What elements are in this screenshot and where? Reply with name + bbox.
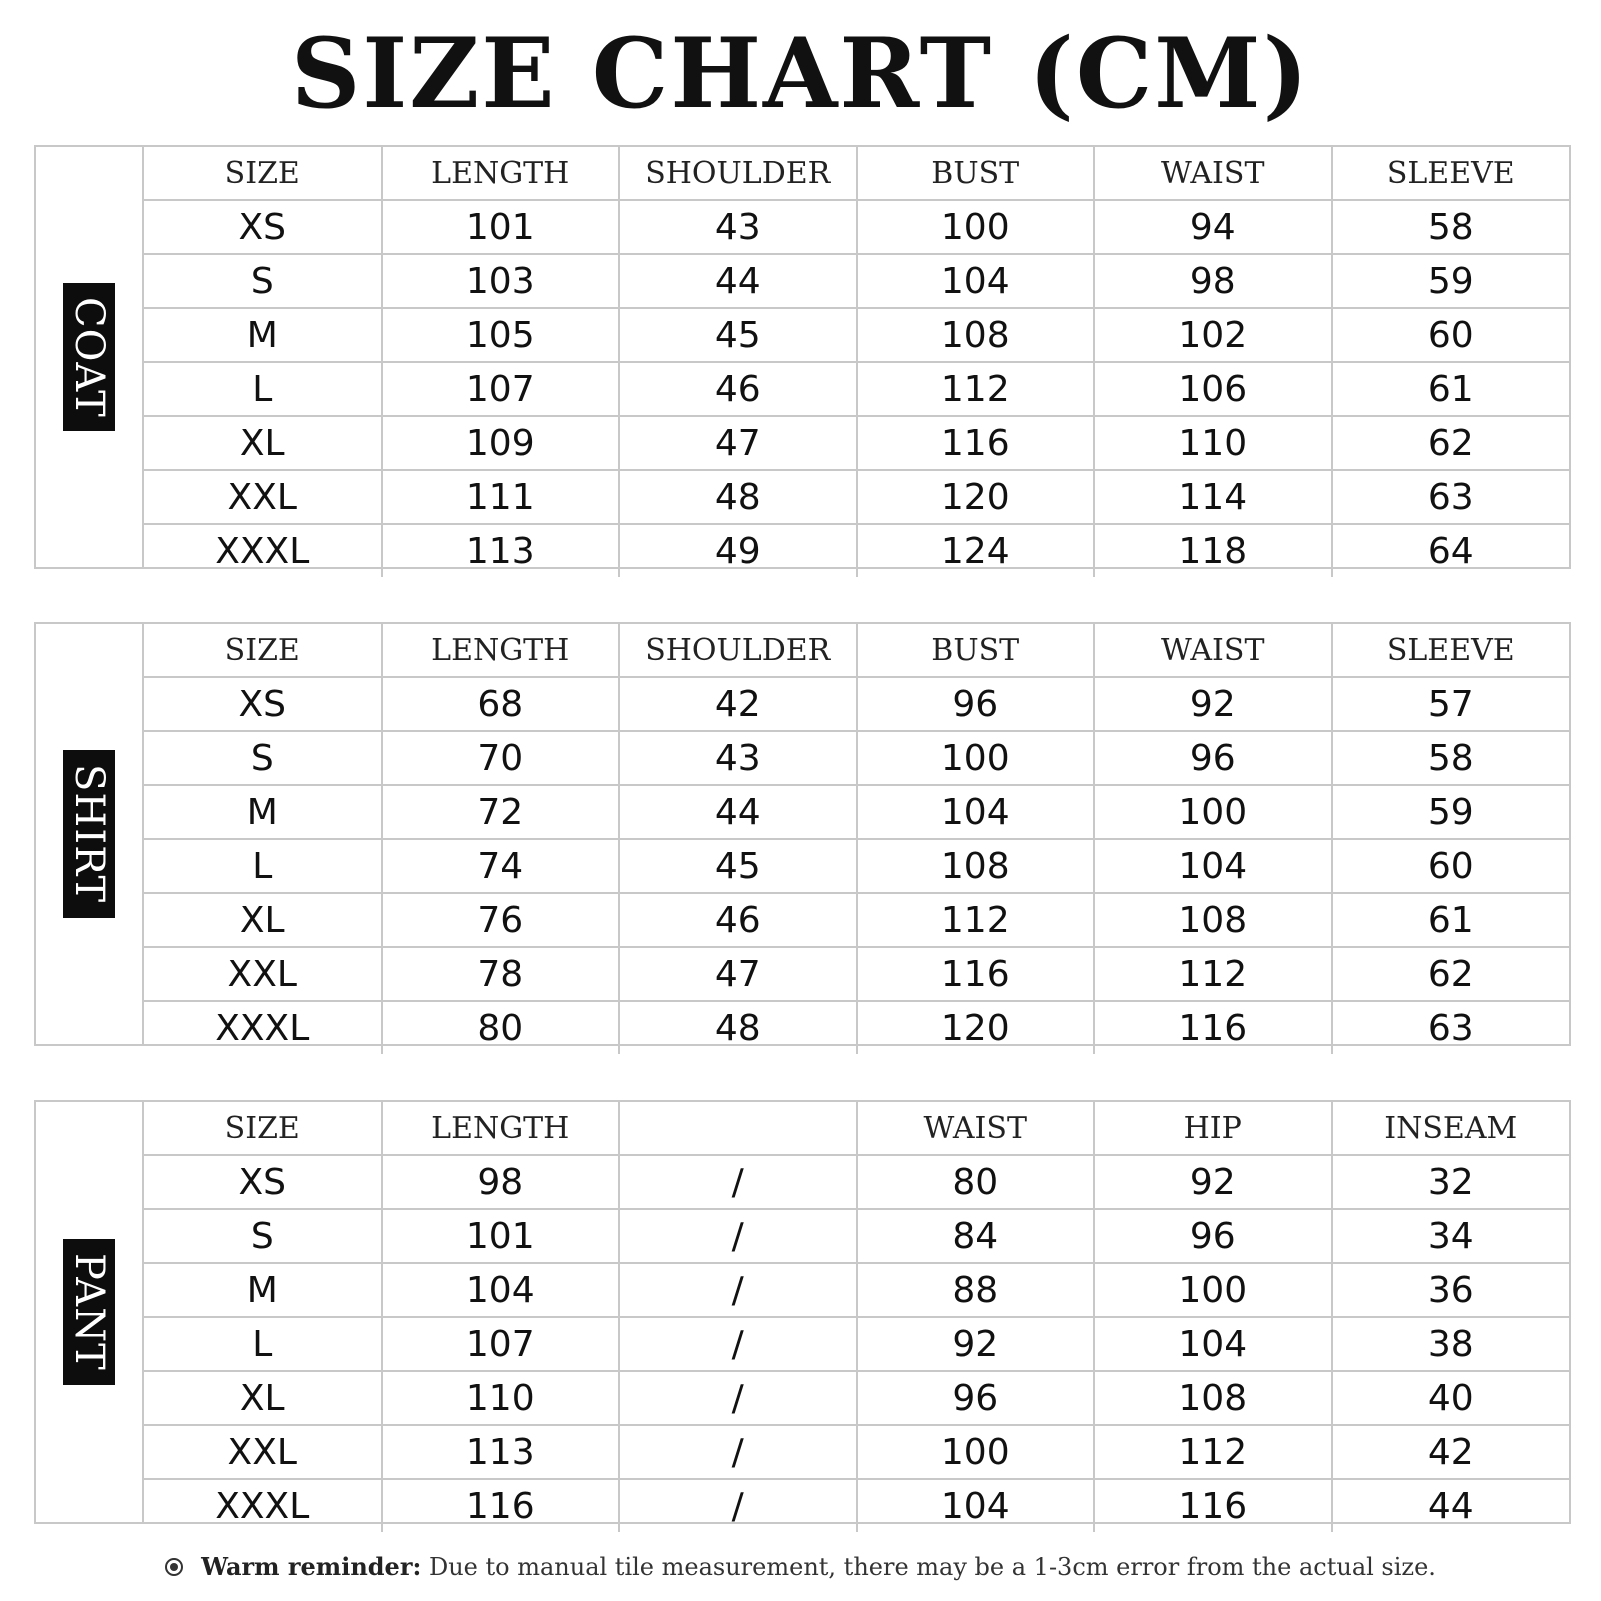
measurement-cell: 76	[382, 893, 620, 947]
table-row	[144, 524, 1569, 577]
measurement-cell: 104	[857, 254, 1095, 308]
column-header: SIZE	[144, 1102, 382, 1155]
measurement-cell: 116	[857, 416, 1095, 470]
measurement-cell: 107	[382, 1317, 620, 1371]
measurement-cell: 94	[1094, 200, 1332, 254]
measurement-cell: 98	[1094, 254, 1332, 308]
measurement-cell: 63	[1427, 1007, 1474, 1049]
measurement-cell: 112	[1094, 947, 1332, 1001]
measurement-cell: 113	[382, 524, 620, 577]
size-cell: S	[144, 1209, 382, 1263]
column-header: SHOULDER	[619, 147, 857, 200]
measurement-cell: /	[619, 1209, 857, 1263]
measurement-cell: 104	[382, 1263, 620, 1317]
column-header: SIZE	[144, 147, 382, 200]
table-row	[144, 416, 1569, 470]
measurement-cell: 104	[1094, 839, 1332, 893]
coat-size-table	[144, 147, 1569, 577]
header-row	[144, 147, 1569, 200]
measurement-cell: 96	[1094, 1209, 1332, 1263]
measurement-cell: 116	[1094, 1001, 1332, 1054]
measurement-cell: 80	[382, 1001, 620, 1054]
pant-label: PANT	[63, 1239, 115, 1385]
measurement-cell: 102	[1094, 308, 1332, 362]
coat-section	[34, 145, 1571, 572]
page-title: SIZE CHART (CM)	[291, 17, 1310, 130]
column-header: LENGTH	[382, 624, 620, 677]
measurement-cell: 108	[1094, 1371, 1332, 1425]
measurement-cell: 114	[1094, 470, 1332, 524]
measurement-cell: 108	[857, 308, 1095, 362]
header-row	[144, 1102, 1569, 1155]
measurement-cell: 120	[857, 1001, 1095, 1054]
size-cell: L	[144, 839, 382, 893]
measurement-cell: 96	[857, 1371, 1095, 1425]
column-header: LENGTH	[382, 147, 620, 200]
measurement-cell: 57	[1332, 677, 1570, 731]
measurement-cell: 70	[382, 731, 620, 785]
size-cell: XXL	[144, 947, 382, 1001]
table-row	[144, 677, 1569, 731]
shirt-label: SHIRT	[63, 750, 115, 917]
measurement-cell: 45	[619, 839, 857, 893]
measurement-cell: 42	[619, 677, 857, 731]
measurement-cell: 60	[1332, 308, 1570, 362]
table-row	[144, 785, 1569, 839]
measurement-cell: 44	[1427, 1485, 1474, 1527]
measurement-cell: 59	[1332, 785, 1570, 839]
measurement-cell: /	[619, 1371, 857, 1425]
measurement-cell: 100	[857, 731, 1095, 785]
measurement-cell: 96	[1094, 731, 1332, 785]
measurement-cell: 84	[857, 1209, 1095, 1263]
warm-reminder	[0, 1552, 1601, 1581]
measurement-cell: 43	[619, 200, 857, 254]
measurement-cell: /	[619, 1317, 857, 1371]
measurement-cell: 100	[857, 1425, 1095, 1479]
measurement-cell: 45	[619, 308, 857, 362]
pant-size-table	[144, 1102, 1569, 1532]
column-header: INSEAM	[1332, 1102, 1570, 1155]
size-cell: XXXL	[144, 1479, 382, 1532]
table-row	[144, 1425, 1569, 1479]
measurement-cell: 78	[382, 947, 620, 1001]
measurement-cell: 120	[857, 470, 1095, 524]
table-row	[144, 1479, 1569, 1532]
measurement-cell: 107	[382, 362, 620, 416]
size-cell: M	[144, 308, 382, 362]
column-header: SHOULDER	[619, 624, 857, 677]
measurement-cell: 59	[1332, 254, 1570, 308]
table-row	[144, 362, 1569, 416]
shirt-label-cell	[36, 624, 144, 1044]
measurement-cell: 64	[1427, 530, 1474, 572]
measurement-cell: 74	[382, 839, 620, 893]
measurement-cell: /	[619, 1425, 857, 1479]
measurement-cell: 124	[857, 524, 1095, 577]
measurement-cell: 34	[1332, 1209, 1570, 1263]
size-cell: XL	[144, 1371, 382, 1425]
measurement-cell: 62	[1332, 947, 1570, 1001]
header-row	[144, 624, 1569, 677]
measurement-cell: 103	[382, 254, 620, 308]
measurement-cell: 108	[857, 839, 1095, 893]
measurement-cell: 100	[1094, 1263, 1332, 1317]
measurement-cell: 46	[619, 362, 857, 416]
column-header: SLEEVE	[1332, 624, 1570, 677]
measurement-cell: 98	[382, 1155, 620, 1209]
size-cell: XXL	[144, 470, 382, 524]
size-cell: XXXL	[144, 1001, 382, 1054]
table-row	[144, 200, 1569, 254]
column-header: BUST	[857, 147, 1095, 200]
size-cell: XS	[144, 677, 382, 731]
measurement-cell: 112	[857, 362, 1095, 416]
column-header: WAIST	[857, 1102, 1095, 1155]
measurement-cell: 100	[1094, 785, 1332, 839]
measurement-cell: 61	[1332, 362, 1570, 416]
size-cell: XS	[144, 200, 382, 254]
measurement-cell: 116	[1094, 1479, 1332, 1532]
pant-label-cell	[36, 1102, 144, 1522]
measurement-cell: /	[619, 1479, 857, 1532]
measurement-cell: 40	[1332, 1371, 1570, 1425]
measurement-cell: 48	[619, 470, 857, 524]
measurement-cell: 104	[857, 1479, 1095, 1532]
measurement-cell: 112	[1094, 1425, 1332, 1479]
table-row	[144, 731, 1569, 785]
table-row	[144, 839, 1569, 893]
size-cell: XXL	[144, 1425, 382, 1479]
size-cell: XXXL	[144, 524, 382, 577]
warm-reminder-lead: Warm reminder:	[201, 1552, 422, 1581]
measurement-cell: 88	[857, 1263, 1095, 1317]
measurement-cell: 62	[1332, 416, 1570, 470]
measurement-cell: 32	[1332, 1155, 1570, 1209]
size-cell: S	[144, 731, 382, 785]
measurement-cell: 72	[382, 785, 620, 839]
size-cell: L	[144, 362, 382, 416]
measurement-cell: 112	[857, 893, 1095, 947]
measurement-cell: 110	[1094, 416, 1332, 470]
measurement-cell: 113	[382, 1425, 620, 1479]
column-header: SLEEVE	[1332, 147, 1570, 200]
measurement-cell: 47	[619, 416, 857, 470]
measurement-cell: 92	[1094, 677, 1332, 731]
measurement-cell: 47	[619, 947, 857, 1001]
column-header: HIP	[1094, 1102, 1332, 1155]
size-cell: L	[144, 1317, 382, 1371]
column-header: WAIST	[1094, 147, 1332, 200]
column-header: SIZE	[144, 624, 382, 677]
measurement-cell: 118	[1094, 524, 1332, 577]
measurement-cell: /	[619, 1155, 857, 1209]
measurement-cell: 105	[382, 308, 620, 362]
pant-section	[34, 1100, 1571, 1527]
size-cell: XS	[144, 1155, 382, 1209]
size-cell: S	[144, 254, 382, 308]
table-row	[144, 254, 1569, 308]
size-cell: M	[144, 785, 382, 839]
measurement-cell: 80	[857, 1155, 1095, 1209]
size-cell: XL	[144, 893, 382, 947]
measurement-cell: 43	[619, 731, 857, 785]
measurement-cell: 92	[857, 1317, 1095, 1371]
column-header	[619, 1102, 857, 1155]
measurement-cell: 101	[382, 200, 620, 254]
measurement-cell: 116	[382, 1479, 620, 1532]
measurement-cell: 58	[1332, 200, 1570, 254]
measurement-cell: 111	[382, 470, 620, 524]
measurement-cell: 68	[382, 677, 620, 731]
column-header: WAIST	[1094, 624, 1332, 677]
measurement-cell: 49	[619, 524, 857, 577]
table-row	[144, 308, 1569, 362]
measurement-cell: 63	[1332, 470, 1570, 524]
table-row	[144, 1317, 1569, 1371]
measurement-cell: 101	[382, 1209, 620, 1263]
shirt-size-table	[144, 624, 1569, 1054]
table-row	[144, 1371, 1569, 1425]
measurement-cell: 116	[857, 947, 1095, 1001]
measurement-cell: 96	[857, 677, 1095, 731]
shirt-section	[34, 622, 1571, 1049]
measurement-cell: 104	[1094, 1317, 1332, 1371]
table-row	[144, 1209, 1569, 1263]
measurement-cell: 46	[619, 893, 857, 947]
column-header: LENGTH	[382, 1102, 620, 1155]
measurement-cell: 60	[1332, 839, 1570, 893]
table-row	[144, 947, 1569, 1001]
measurement-cell: 100	[857, 200, 1095, 254]
radio-bullet-icon	[165, 1558, 183, 1576]
warm-reminder-text: Due to manual tile measurement, there may be a 1-3cm error from the actual size.	[421, 1553, 1436, 1581]
coat-label: COAT	[63, 283, 115, 432]
column-header: BUST	[857, 624, 1095, 677]
measurement-cell: 44	[619, 254, 857, 308]
measurement-cell: 110	[382, 1371, 620, 1425]
measurement-cell: 104	[857, 785, 1095, 839]
table-row	[144, 1155, 1569, 1209]
measurement-cell: 58	[1332, 731, 1570, 785]
size-cell: XL	[144, 416, 382, 470]
measurement-cell: 44	[619, 785, 857, 839]
size-cell: M	[144, 1263, 382, 1317]
measurement-cell: 48	[619, 1001, 857, 1054]
measurement-cell: 61	[1332, 893, 1570, 947]
table-row	[144, 893, 1569, 947]
measurement-cell: 106	[1094, 362, 1332, 416]
measurement-cell: 36	[1332, 1263, 1570, 1317]
measurement-cell: 108	[1094, 893, 1332, 947]
table-row	[144, 1001, 1569, 1054]
measurement-cell: 38	[1332, 1317, 1570, 1371]
measurement-cell: 42	[1332, 1425, 1570, 1479]
table-row	[144, 470, 1569, 524]
measurement-cell: 92	[1094, 1155, 1332, 1209]
table-row	[144, 1263, 1569, 1317]
coat-label-cell	[36, 147, 144, 567]
measurement-cell: 109	[382, 416, 620, 470]
measurement-cell: /	[619, 1263, 857, 1317]
